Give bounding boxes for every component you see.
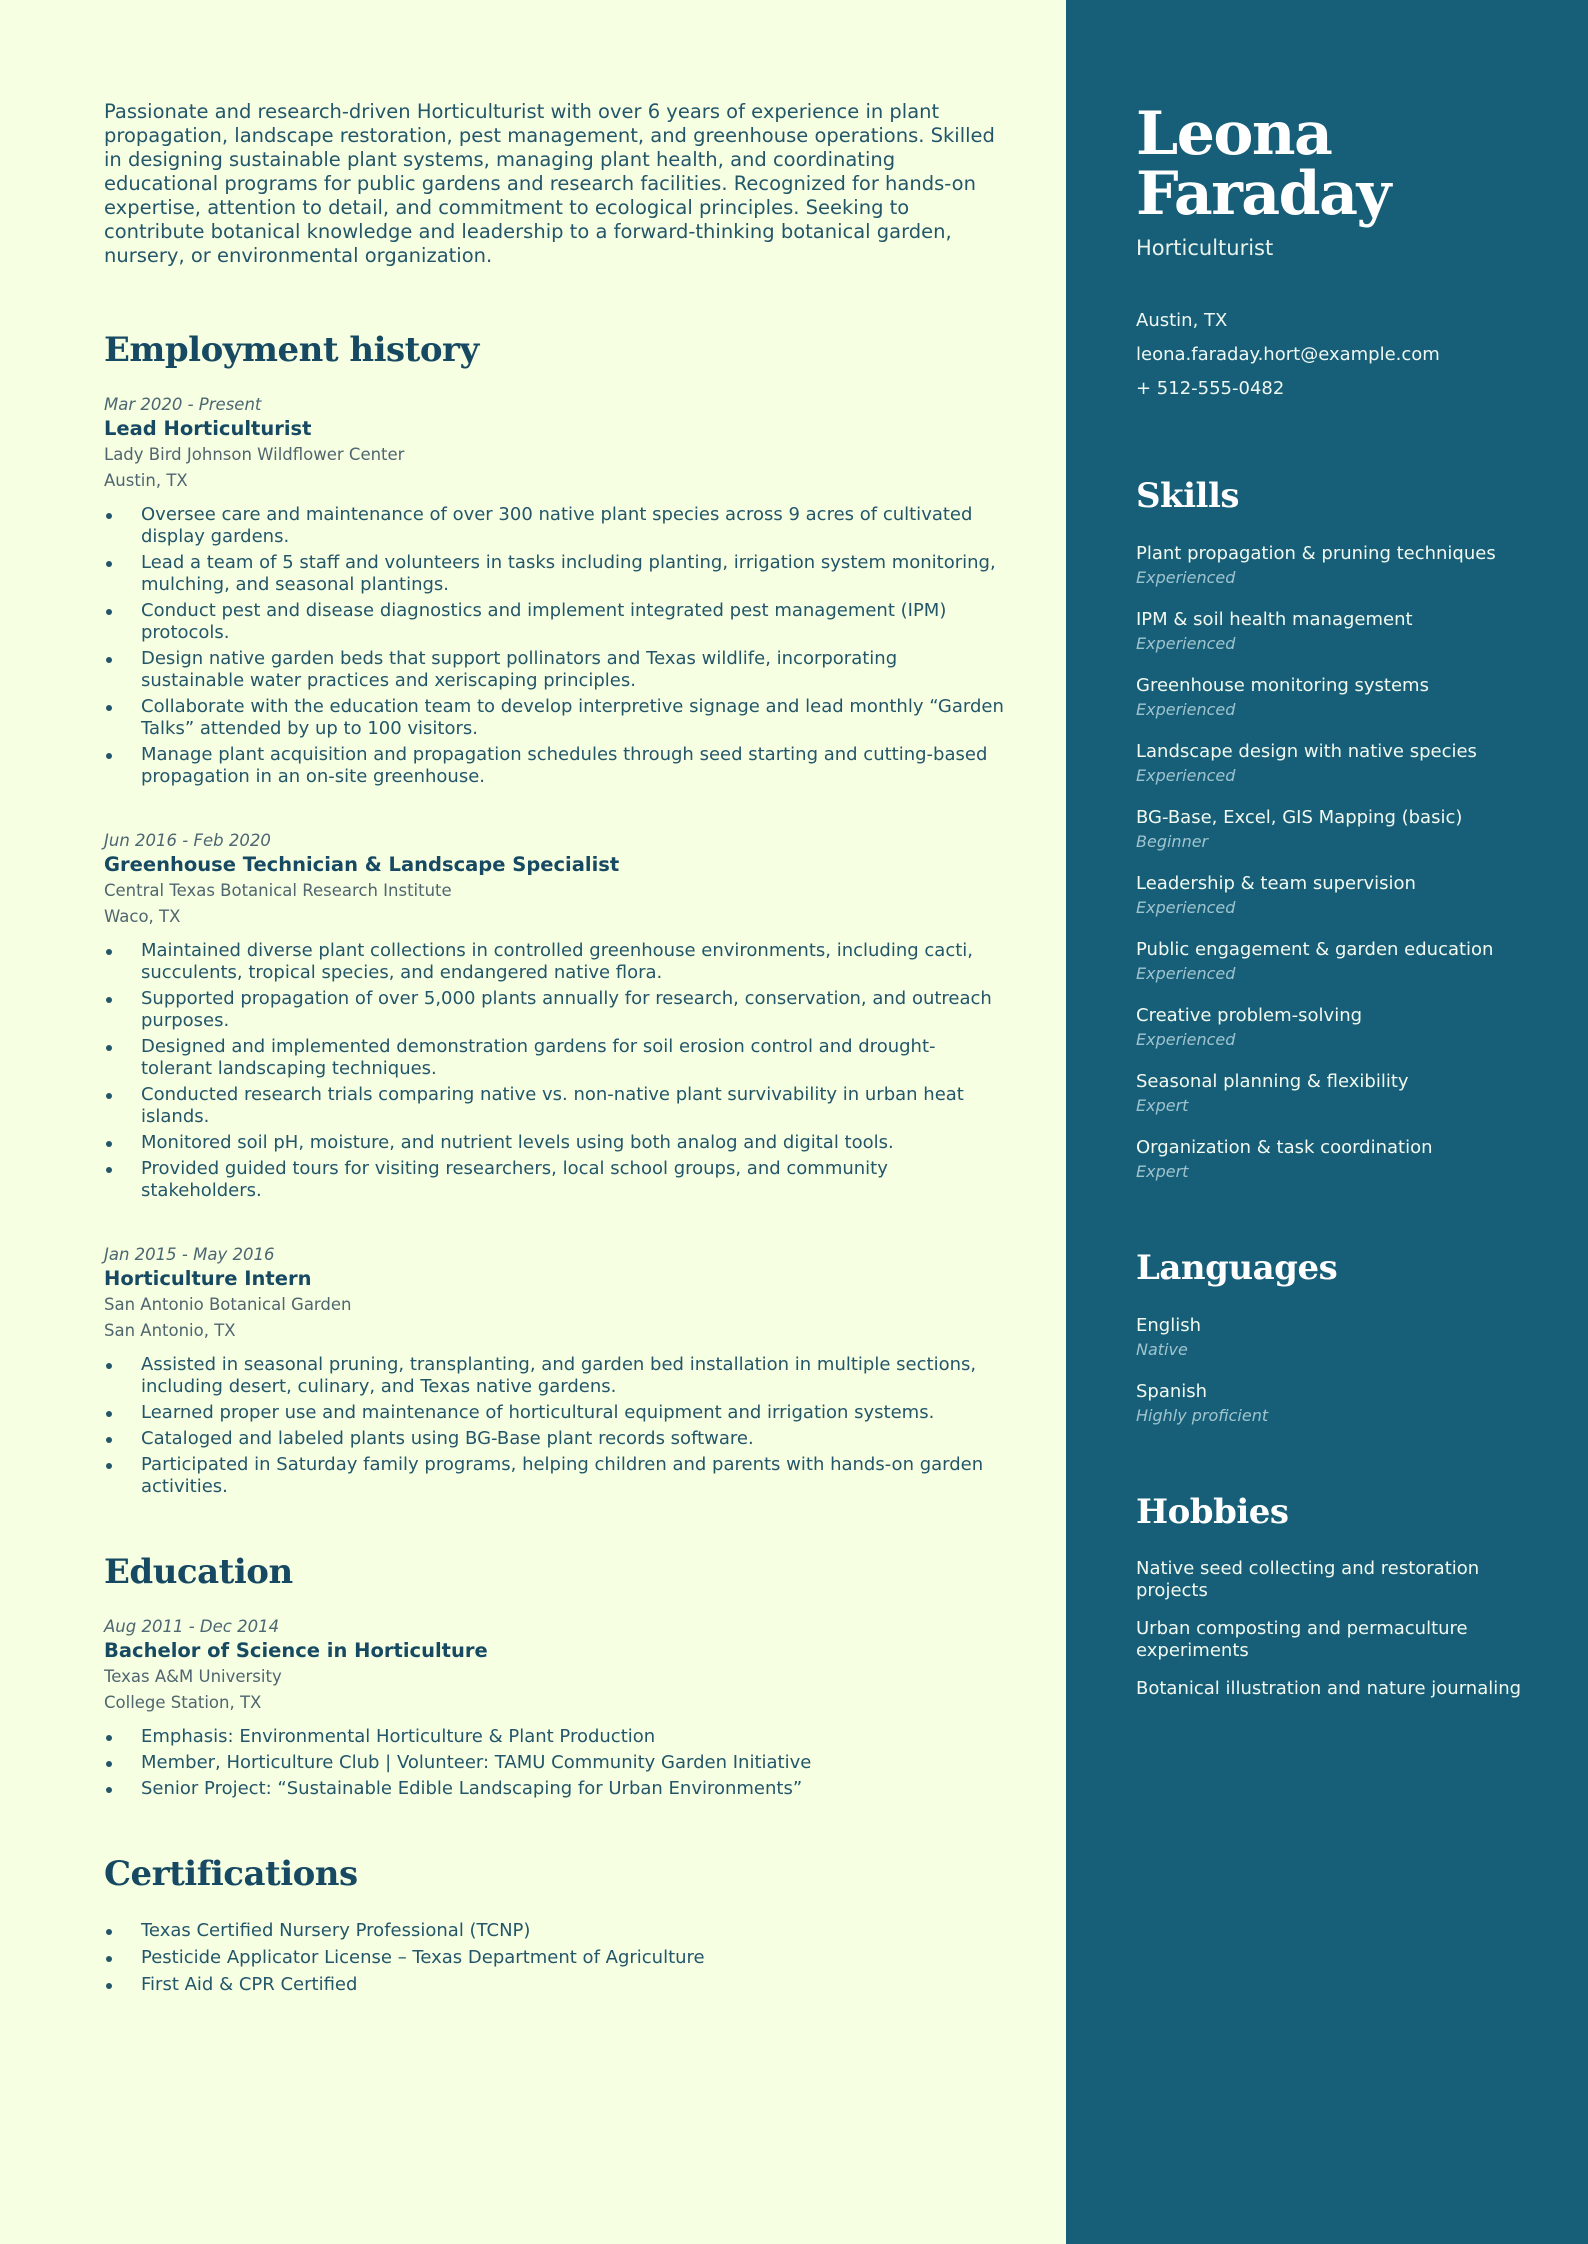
skills-heading: Skills — [1136, 476, 1240, 516]
contact-phone[interactable]: + 512-555-0482 — [1136, 378, 1285, 399]
hobby-item: Botanical illustration and nature journaling — [1136, 1678, 1522, 1699]
education-dates: Aug 2011 - Dec 2014 — [104, 1617, 280, 1636]
list-item: Pesticide Applicator License – Texas Department of Agriculture — [104, 1947, 1006, 1969]
skill-level: Experienced — [1136, 568, 1236, 587]
language-item — [1136, 1314, 1548, 1362]
list-item: Lead a team of 5 staff and volunteers in tasks including planting, irrigation system monitoring, mulching, and seasonal plantings. — [104, 552, 1006, 596]
job-org: San Antonio Botanical Garden — [104, 1295, 352, 1314]
skill-item — [1136, 938, 1548, 986]
list-item: Participated in Saturday family programs, helping children and parents with hands-on garden activities. — [104, 1454, 1006, 1498]
education-heading: Education — [104, 1552, 293, 1592]
candidate-name — [1136, 96, 1548, 229]
job-bullets — [104, 504, 1006, 788]
job-entry — [104, 394, 1006, 788]
list-item: Cataloged and labeled plants using BG-Base plant records software. — [104, 1428, 1006, 1450]
job-title: Horticulture Intern — [104, 1267, 312, 1290]
job-location: Austin, TX — [104, 471, 188, 490]
skill-level: Experienced — [1136, 1030, 1236, 1049]
school-location: College Station, TX — [104, 1693, 262, 1712]
list-item: Conduct pest and disease diagnostics and implement integrated pest management (IPM) protocols. — [104, 600, 1006, 644]
languages-heading: Languages — [1136, 1248, 1338, 1288]
list-item: Maintained diverse plant collections in controlled greenhouse environments, including cacti, succulents, tropical species, and endangered native flora. — [104, 940, 1006, 984]
list-item: Designed and implemented demonstration gardens for soil erosion control and drought-tolerant landscaping techniques. — [104, 1036, 1006, 1080]
job-dates: Jan 2015 - May 2016 — [104, 1245, 275, 1264]
skill-name: Creative problem-solving — [1136, 1005, 1363, 1026]
skill-item — [1136, 1070, 1548, 1118]
language-item — [1136, 1380, 1548, 1428]
list-item: Learned proper use and maintenance of horticultural equipment and irrigation systems. — [104, 1402, 1006, 1424]
list-item: Assisted in seasonal pruning, transplanting, and garden bed installation in multiple sections, including desert, culinary, and Texas native gardens. — [104, 1354, 1006, 1398]
skill-item — [1136, 608, 1548, 656]
skill-level: Experienced — [1136, 634, 1236, 653]
hobby-item: Native seed collecting and restoration projects — [1136, 1558, 1480, 1601]
language-level: Native — [1136, 1340, 1188, 1359]
list-item: Emphasis: Environmental Horticulture & Plant Production — [104, 1726, 1006, 1748]
profile-summary: Passionate and research-driven Horticulturist with over 6 years of experience in plant propagation, landscape restoration, pest management, and greenhouse operations. Skilled in designing sustainable plant systems, managing plant health, and coordinating educational programs for public gardens and research facilities. Recognized for hands-on expertise, attention to detail, and commitment to ecological principles. Seeking to contribute botanical knowledge and leadership to a forward-thinking botanical garden, nursery, or environmental organization. — [104, 100, 995, 267]
skill-item — [1136, 806, 1548, 854]
name-last: Faraday — [1136, 159, 1390, 229]
job-location: Waco, TX — [104, 907, 181, 926]
job-dates: Mar 2020 - Present — [104, 395, 262, 414]
certifications-heading: Certifications — [104, 1854, 358, 1894]
job-org: Lady Bird Johnson Wildflower Center — [104, 445, 405, 464]
skill-name: Leadership & team supervision — [1136, 873, 1416, 894]
skill-item — [1136, 1136, 1548, 1184]
skill-item — [1136, 1004, 1548, 1052]
skill-item — [1136, 872, 1548, 920]
contact-email[interactable]: leona.faraday.hort@example.com — [1136, 344, 1440, 365]
list-item: Oversee care and maintenance of over 300 native plant species across 9 acres of cultivated display gardens. — [104, 504, 1006, 548]
job-org: Central Texas Botanical Research Institute — [104, 881, 452, 900]
skill-level: Experienced — [1136, 898, 1236, 917]
education-entry — [104, 1616, 1006, 1800]
skill-level: Expert — [1136, 1096, 1189, 1115]
education-bullets — [104, 1726, 1006, 1800]
skill-name: Landscape design with native species — [1136, 741, 1477, 762]
list-item: Member, Horticulture Club | Volunteer: TAMU Community Garden Initiative — [104, 1752, 1006, 1774]
list-item: Collaborate with the education team to develop interpretive signage and lead monthly “Garden Talks” attended by up to 100 visitors. — [104, 696, 1006, 740]
list-item: Texas Certified Nursery Professional (TCNP) — [104, 1920, 1006, 1942]
list-item: Supported propagation of over 5,000 plants annually for research, conservation, and outreach purposes. — [104, 988, 1006, 1032]
contact-block — [1136, 304, 1548, 406]
skill-level: Experienced — [1136, 964, 1236, 983]
job-entry — [104, 1244, 1006, 1498]
list-item: Provided guided tours for visiting researchers, local school groups, and community stakeholders. — [104, 1158, 1006, 1202]
job-bullets — [104, 1354, 1006, 1498]
degree-title: Bachelor of Science in Horticulture — [104, 1639, 488, 1662]
job-location: San Antonio, TX — [104, 1321, 236, 1340]
employment-heading: Employment history — [104, 330, 479, 370]
job-bullets — [104, 940, 1006, 1202]
skill-item — [1136, 740, 1548, 788]
skill-name: Greenhouse monitoring systems — [1136, 675, 1429, 696]
list-item: Senior Project: “Sustainable Edible Landscaping for Urban Environments” — [104, 1778, 1006, 1800]
skill-name: Plant propagation & pruning techniques — [1136, 543, 1496, 564]
list-item: Conducted research trials comparing native vs. non-native plant survivability in urban heat islands. — [104, 1084, 1006, 1128]
name-first: Leona — [1136, 99, 1332, 169]
skill-level: Experienced — [1136, 766, 1236, 785]
skill-name: Public engagement & garden education — [1136, 939, 1494, 960]
skill-name: IPM & soil health management — [1136, 609, 1413, 630]
contact-location: Austin, TX — [1136, 310, 1228, 331]
job-title: Greenhouse Technician & Landscape Specialist — [104, 853, 620, 876]
list-item: Design native garden beds that support pollinators and Texas wildlife, incorporating sustainable water practices and xeriscaping principles. — [104, 648, 1006, 692]
language-name: English — [1136, 1315, 1201, 1336]
job-title: Lead Horticulturist — [104, 417, 312, 440]
skill-name: Organization & task coordination — [1136, 1137, 1433, 1158]
sidebar — [1066, 0, 1588, 2244]
list-item: First Aid & CPR Certified — [104, 1974, 1006, 1996]
list-item: Manage plant acquisition and propagation schedules through seed starting and cutting-based propagation in an on-site greenhouse. — [104, 744, 1006, 788]
school-name: Texas A&M University — [104, 1667, 282, 1686]
skill-name: Seasonal planning & flexibility — [1136, 1071, 1409, 1092]
hobby-item: Urban composting and permaculture experiments — [1136, 1618, 1468, 1661]
skill-level: Beginner — [1136, 832, 1209, 851]
job-dates: Jun 2016 - Feb 2020 — [104, 831, 271, 850]
skill-name: BG-Base, Excel, GIS Mapping (basic) — [1136, 807, 1463, 828]
skill-item — [1136, 542, 1548, 590]
list-item: Monitored soil pH, moisture, and nutrient levels using both analog and digital tools. — [104, 1132, 1006, 1154]
skill-item — [1136, 674, 1548, 722]
language-name: Spanish — [1136, 1381, 1208, 1402]
skill-level: Experienced — [1136, 700, 1236, 719]
job-role: Horticulturist — [1136, 236, 1274, 260]
skill-level: Expert — [1136, 1162, 1189, 1181]
language-level: Highly proficient — [1136, 1406, 1269, 1425]
certifications-list — [104, 1920, 1006, 1996]
hobbies-heading: Hobbies — [1136, 1492, 1289, 1532]
job-entry — [104, 830, 1006, 1202]
